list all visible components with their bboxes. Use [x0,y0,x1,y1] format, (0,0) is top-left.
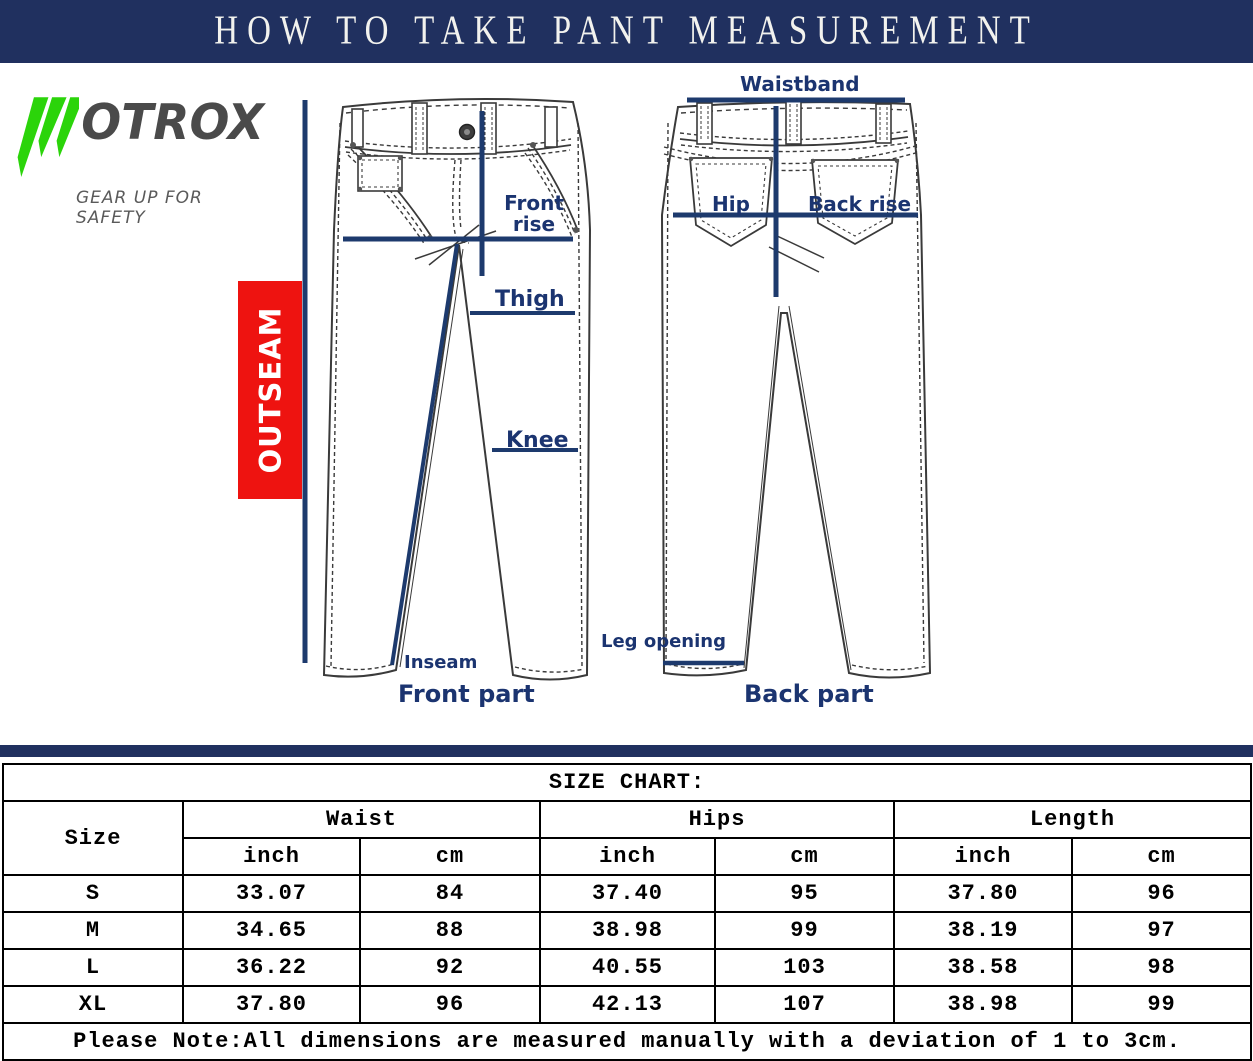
brand-name: OTROX [81,93,264,152]
leg-opening-label: Leg opening [601,631,726,652]
hips-inch-cell: 37.40 [540,875,715,912]
outseam-badge [238,281,302,499]
brand-logo [14,91,264,236]
title-banner [0,0,1253,63]
length-cm-cell: 96 [1072,875,1251,912]
front-part-caption: Front part [398,680,535,708]
knee-label: Knee [506,428,569,453]
brand-tagline: GEAR UP FOR SAFETY [76,188,203,228]
hips-cm-cell: 107 [715,986,894,1023]
hips-cm-cell: 103 [715,949,894,986]
section-divider [0,745,1253,757]
hips-inch-cell: 42.13 [540,986,715,1023]
table-row [3,986,1251,1023]
length-cm-cell: 98 [1072,949,1251,986]
waist-inch-cell: 37.80 [183,986,360,1023]
back-pant-drawing [662,101,930,678]
waist-cm-header: cm [360,838,540,875]
table-row [3,875,1251,912]
hips-inch-cell: 40.55 [540,949,715,986]
size-column-header: Size [3,801,183,875]
waist-cm-cell: 92 [360,949,540,986]
hips-cm-cell: 99 [715,912,894,949]
hips-cm-header: cm [715,838,894,875]
table-note-row [3,1023,1251,1060]
length-inch-header: inch [894,838,1072,875]
waist-group-header: Waist [183,801,540,838]
table-group-header-row [3,801,1251,838]
thigh-label: Thigh [495,287,565,312]
back-part-caption: Back part [744,680,874,708]
hips-group-header: Hips [540,801,894,838]
size-cell: M [3,912,183,949]
measurement-diagram [0,63,1253,745]
table-row [3,912,1251,949]
outseam-label: OUTSEAM [253,306,288,474]
length-cm-cell: 97 [1072,912,1251,949]
waist-inch-cell: 36.22 [183,949,360,986]
length-inch-cell: 38.19 [894,912,1072,949]
table-title-row [3,764,1251,801]
front-pant-drawing [324,99,590,680]
back-rise-label: Back rise [808,192,912,216]
length-cm-cell: 99 [1072,986,1251,1023]
note-text: Please Note:All dimensions are measured manually with a deviation of 1 to 3cm. [3,1023,1251,1060]
waist-cm-cell: 84 [360,875,540,912]
waist-inch-cell: 34.65 [183,912,360,949]
hips-inch-cell: 38.98 [540,912,715,949]
front-rise-label: Front rise [504,191,564,236]
table-unit-header-row [3,838,1251,875]
size-chart-title: SIZE CHART: [3,764,1251,801]
hips-inch-header: inch [540,838,715,875]
waist-inch-cell: 33.07 [183,875,360,912]
logo-slashes-icon [14,91,79,186]
page-title: HOW TO TAKE PANT MEASUREMENT [214,8,1039,54]
waist-cm-cell: 96 [360,986,540,1023]
size-cell: L [3,949,183,986]
waist-cm-cell: 88 [360,912,540,949]
waistband-label: Waistband [740,72,860,96]
size-cell: XL [3,986,183,1023]
hips-cm-cell: 95 [715,875,894,912]
size-chart-table [2,763,1252,1061]
length-inch-cell: 38.58 [894,949,1072,986]
inseam-label: Inseam [404,652,478,673]
table-row [3,949,1251,986]
length-cm-header: cm [1072,838,1251,875]
waist-inch-header: inch [183,838,360,875]
hip-label: Hip [712,192,750,216]
length-group-header: Length [894,801,1251,838]
length-inch-cell: 38.98 [894,986,1072,1023]
length-inch-cell: 37.80 [894,875,1072,912]
size-cell: S [3,875,183,912]
